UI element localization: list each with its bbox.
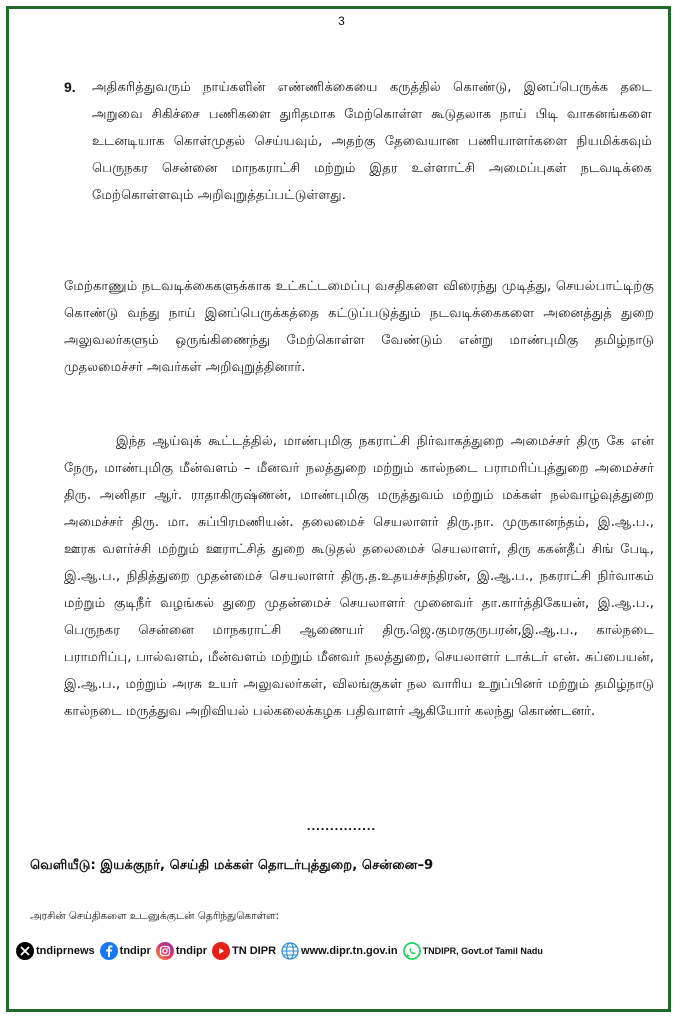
release-line: வெளியீடு: இயக்குநர், செய்தி மக்கள் தொடர்புத்துறை, சென்னை–9 xyxy=(30,858,434,873)
x-icon xyxy=(16,942,34,960)
item-number: 9. xyxy=(64,79,76,95)
globe-icon xyxy=(281,942,299,960)
page-number: 3 xyxy=(338,14,345,28)
numbered-item-9 xyxy=(64,74,654,209)
social-instagram[interactable] xyxy=(156,942,207,960)
social-youtube-handle: TN DIPR xyxy=(232,945,277,957)
social-links xyxy=(16,940,676,962)
item-text: அதிகரித்துவரும் நாய்களின் எண்ணிக்கையை கருத்தில் கொண்டு, இனப்பெருக்க தடை அறுவை சிகிச்சை பணிகளை துரிதமாக மேற்கொள்ள கூடுதலாக நாய் பிடி வாகனங்களை உடனடியாக கொள்முதல் செய்யவும், அதற்கு தேவையான பணியாளர்களை நியமிக்கவும் பெருநகர சென்னை மாநகராட்சி மற்றும் இதர உள்ளாட்சி அமைப்புகள் நடவடிக்கை மேற்கொள்ளவும் அறிவுறுத்தப்பட்டுள்ளது. xyxy=(92,80,652,203)
social-x-handle: tndiprnews xyxy=(36,945,95,957)
paragraph-1: மேற்காணும் நடவடிக்கைகளுக்காக உட்கட்டமைப்பு வசதிகளை விரைந்து முடித்து, செயல்பாட்டிற்கு கொண்டு வந்து நாய் இனப்பெருக்கத்தை கட்டுப்படுத்தும் நடவடிக்கைகளை அனைத்துத் துறை அலுவலர்களும் ஒருங்கிணைந்து மேற்கொள்ள வேண்டும் என்று மாண்புமிகு தமிழ்நாடு முதலமைச்சர் அவர்கள் அறிவுறுத்தினார். xyxy=(64,279,654,375)
social-youtube[interactable] xyxy=(212,942,276,960)
social-facebook-handle: tndipr xyxy=(119,945,151,957)
paragraph-2: இந்த ஆய்வுக் கூட்டத்தில், மாண்புமிகு நகராட்சி நிர்வாகத்துறை அமைச்சர் திரு கே என் நேரு, மாண்புமிகு மீன்வளம் – மீனவர் நலத்துறை மற்றும் கால்நடை பராமரிப்புத்துறை அமைச்சர் திரு. அனிதா ஆர். ராதாகிருஷ்ணன், மாண்புமிகு மருத்துவம் மற்றும் மக்கள் நல்வாழ்வுத்துறை அமைச்சர் திரு. மா. சுப்பிரமணியன். தலைமைச் செயலாளர் திரு.நா. முருகானந்தம், இ.ஆ.ப., ஊரக வளர்ச்சி மற்றும் ஊராட்சித் துறை கூடுதல் தலைமைச் செயலாளர், திரு ககன்தீப் சிங் பேடி, இ.ஆ.ப., நிதித்துறை முதன்மைச் செயலாளர் திரு.த.உதயச்சந்திரன், இ.ஆ.ப., நகராட்சி நிர்வாகம் மற்றும் குடிநீர் வழங்கல் துறை முதன்மைச் செயலாளர் முனைவர் தா.கார்த்திகேயன், இ.ஆ.ப., பெருநகர சென்னை மாநகராட்சி ஆணையர் திரு.ஜெ.குமரகுருபரன்,இ.ஆ.ப., கால்நடை பராமரிப்பு, பால்வளம், மீன்வளம் மற்றும் மீனவர் நலத்துறை, செயலாளர் டாக்டர் என். சுப்பையன், இ.ஆ.ப., மற்றும் அரசு உயர் அலுவலர்கள், விலங்குகள் நல வாரிய உறுப்பினர் மற்றும் தமிழ்நாடு கால்நடை மருத்துவ அறிவியல் பல்கலைக்கழக பதிவாளர் ஆகியோர் கலந்து கொண்டனர். xyxy=(64,434,654,719)
whatsapp-icon xyxy=(403,942,421,960)
social-whatsapp-handle: TNDIPR, Govt.of Tamil Nadu xyxy=(422,946,543,956)
social-whatsapp[interactable] xyxy=(403,942,543,960)
follow-text: அரசின் செய்திகளை உடனுக்குடன் தெரிந்துகொள்ள: xyxy=(30,910,280,922)
social-web[interactable] xyxy=(281,942,398,960)
social-facebook[interactable] xyxy=(100,942,151,960)
social-web-url: www.dipr.tn.gov.in xyxy=(301,945,398,957)
social-instagram-handle: tndipr xyxy=(175,945,208,957)
youtube-icon xyxy=(212,942,230,960)
social-x[interactable] xyxy=(16,942,95,960)
instagram-icon xyxy=(156,942,174,960)
facebook-icon xyxy=(100,942,118,960)
separator: ............... xyxy=(306,818,377,833)
